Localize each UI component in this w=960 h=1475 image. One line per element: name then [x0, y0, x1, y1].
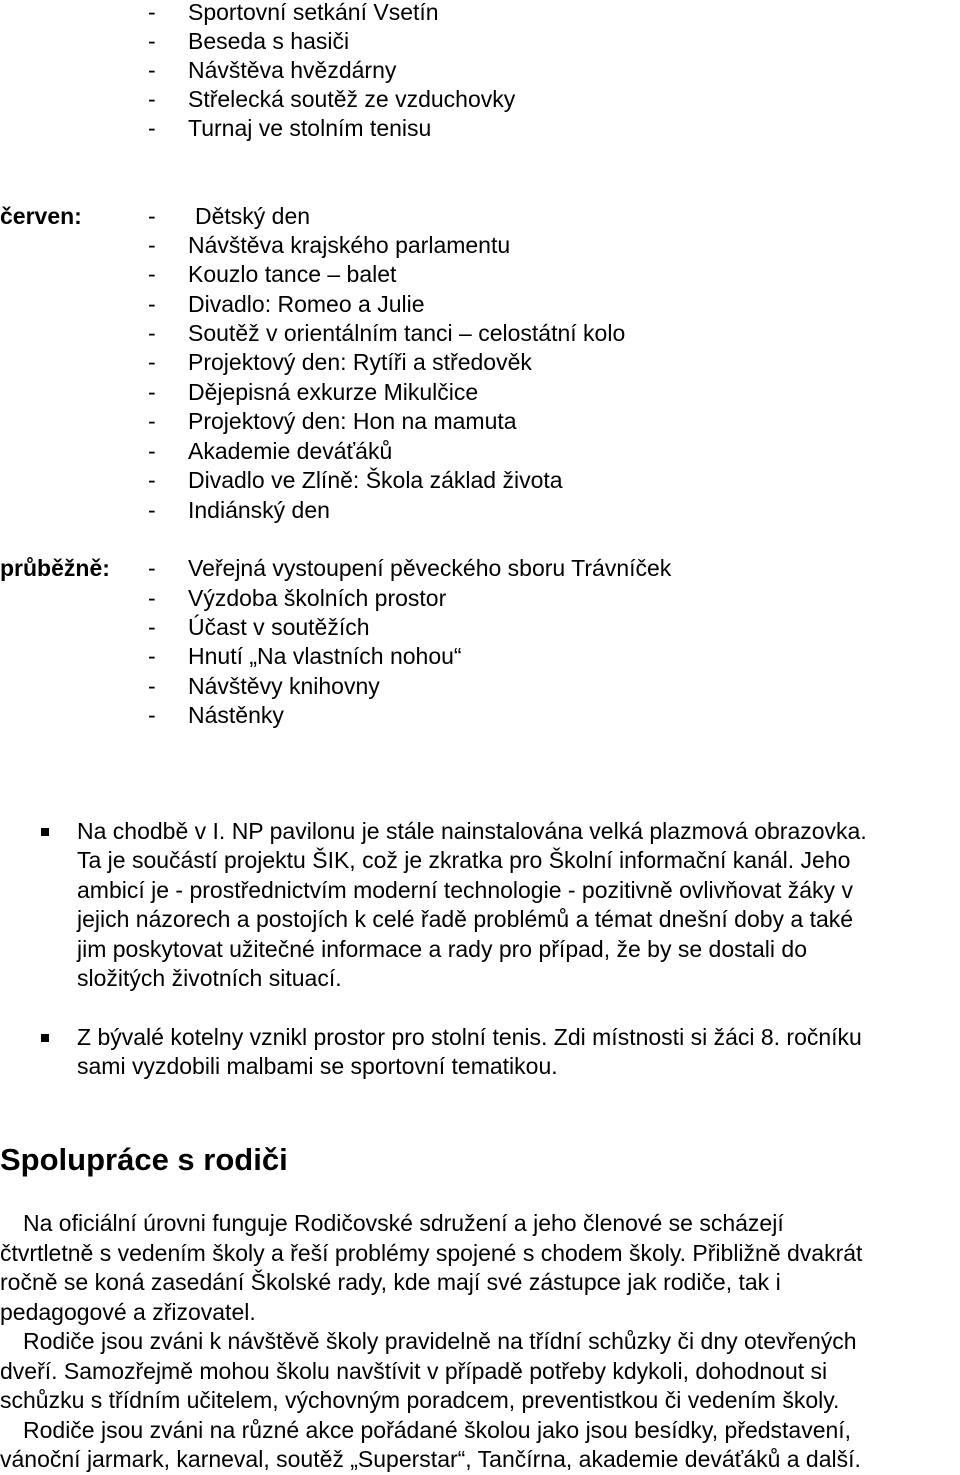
paragraph-line: Rodiče jsou zváni na různé akce pořádané školou jako jsou besídky, představení,	[23, 1417, 852, 1443]
bullet-text-line: složitých životních situací.	[77, 965, 342, 991]
list-dash: -	[148, 614, 156, 640]
june-label: červen:	[0, 203, 82, 229]
list-dash: -	[148, 203, 156, 229]
list-dash: -	[148, 673, 156, 699]
list-item: Divadlo ve Zlíně: Škola základ života	[188, 467, 563, 493]
list-item: Návštěvy knihovny	[188, 673, 380, 699]
square-bullet-icon	[41, 828, 49, 836]
list-dash: -	[148, 86, 156, 112]
list-item: Divadlo: Romeo a Julie	[188, 291, 425, 317]
section-heading: Spolupráce s rodiči	[0, 1142, 288, 1177]
paragraph-line: schůzku s třídním učitelem, výchovným poradcem, preventistkou či vedením školy.	[0, 1387, 840, 1413]
square-bullet-icon	[41, 1034, 49, 1042]
list-dash: -	[148, 643, 156, 669]
bullet-text-line: Na chodbě v I. NP pavilonu je stále nainstalována velká plazmová obrazovka.	[77, 818, 867, 844]
list-dash: -	[148, 349, 156, 375]
paragraph-line: Na oficiální úrovni funguje Rodičovské sdružení a jeho členové se scházejí	[23, 1210, 784, 1236]
list-item: Účast v soutěžích	[188, 614, 370, 640]
list-item: Dějepisná exkurze Mikulčice	[188, 379, 479, 405]
list-dash: -	[148, 408, 156, 434]
list-item: Soutěž v orientálním tanci – celostátní kolo	[188, 320, 626, 346]
paragraph-line: vánoční jarmark, karneval, soutěž „Superstar“, Tančírna, akademie deváťáků a další.	[0, 1446, 861, 1472]
list-dash: -	[148, 585, 156, 611]
list-item: Projektový den: Hon na mamuta	[188, 408, 517, 434]
bullet-text-line: Ta je součástí projektu ŠIK, což je zkratka pro Školní informační kanál. Jeho	[77, 847, 851, 873]
list-dash: -	[148, 320, 156, 346]
bullet-text-line: jim poskytovat užitečné informace a rady pro případ, že by se dostali do	[77, 936, 807, 962]
list-item: Kouzlo tance – balet	[188, 261, 397, 287]
list-dash: -	[148, 555, 156, 581]
paragraph-line: čtvrtletně s vedením školy a řeší problémy spojené s chodem školy. Přibližně dvakrát	[0, 1240, 863, 1266]
list-dash: -	[148, 497, 156, 523]
list-dash: -	[148, 232, 156, 258]
list-dash: -	[148, 115, 156, 141]
list-item: Dětský den	[195, 203, 311, 229]
list-dash: -	[148, 467, 156, 493]
list-dash: -	[148, 261, 156, 287]
list-item: Výzdoba školních prostor	[188, 585, 447, 611]
list-item: Beseda s hasiči	[188, 28, 350, 54]
list-item: Veřejná vystoupení pěveckého sboru Trávníček	[188, 555, 672, 581]
list-dash: -	[148, 702, 156, 728]
list-item: Střelecká soutěž ze vzduchovky	[188, 86, 516, 112]
ongoing-label: průběžně:	[0, 555, 110, 581]
list-dash: -	[148, 0, 156, 25]
paragraph-line: ročně se koná zasedání Školské rady, kde mají své zástupce jak rodiče, tak i	[0, 1269, 781, 1295]
list-item: Indiánský den	[188, 497, 330, 523]
list-item: Návštěva krajského parlamentu	[188, 232, 511, 258]
list-item: Projektový den: Rytíři a středověk	[188, 349, 532, 375]
bullet-text-line: jejich názorech a postojích k celé řadě problémů a témat dnešní doby a také	[77, 906, 854, 932]
list-dash: -	[148, 438, 156, 464]
list-dash: -	[148, 379, 156, 405]
paragraph-line: dveří. Samozřejmě mohou školu navštívit v případě potřeby kdykoli, dohodnout si	[0, 1358, 828, 1384]
list-dash: -	[148, 28, 156, 54]
bullet-text-line: sami vyzdobili malbami se sportovní tematikou.	[77, 1053, 558, 1079]
list-item: Turnaj ve stolním tenisu	[188, 115, 432, 141]
list-dash: -	[148, 57, 156, 83]
list-item: Návštěva hvězdárny	[188, 57, 397, 83]
list-item: Hnutí „Na vlastních nohou“	[188, 643, 462, 669]
list-item: Nástěnky	[188, 702, 284, 728]
paragraph-line: Rodiče jsou zváni k návštěvě školy pravidelně na třídní schůzky či dny otevřených	[23, 1328, 857, 1354]
bullet-text-line: Z bývalé kotelny vznikl prostor pro stolní tenis. Zdi místnosti si žáci 8. ročníku	[77, 1024, 862, 1050]
paragraph-line: pedagogové a zřizovatel.	[0, 1299, 256, 1325]
list-item: Akademie deváťáků	[188, 438, 393, 464]
list-dash: -	[148, 291, 156, 317]
list-item: Sportovní setkání Vsetín	[188, 0, 439, 25]
bullet-text-line: ambicí je - prostřednictvím moderní technologie - pozitivně ovlivňovat žáky v	[77, 877, 853, 903]
